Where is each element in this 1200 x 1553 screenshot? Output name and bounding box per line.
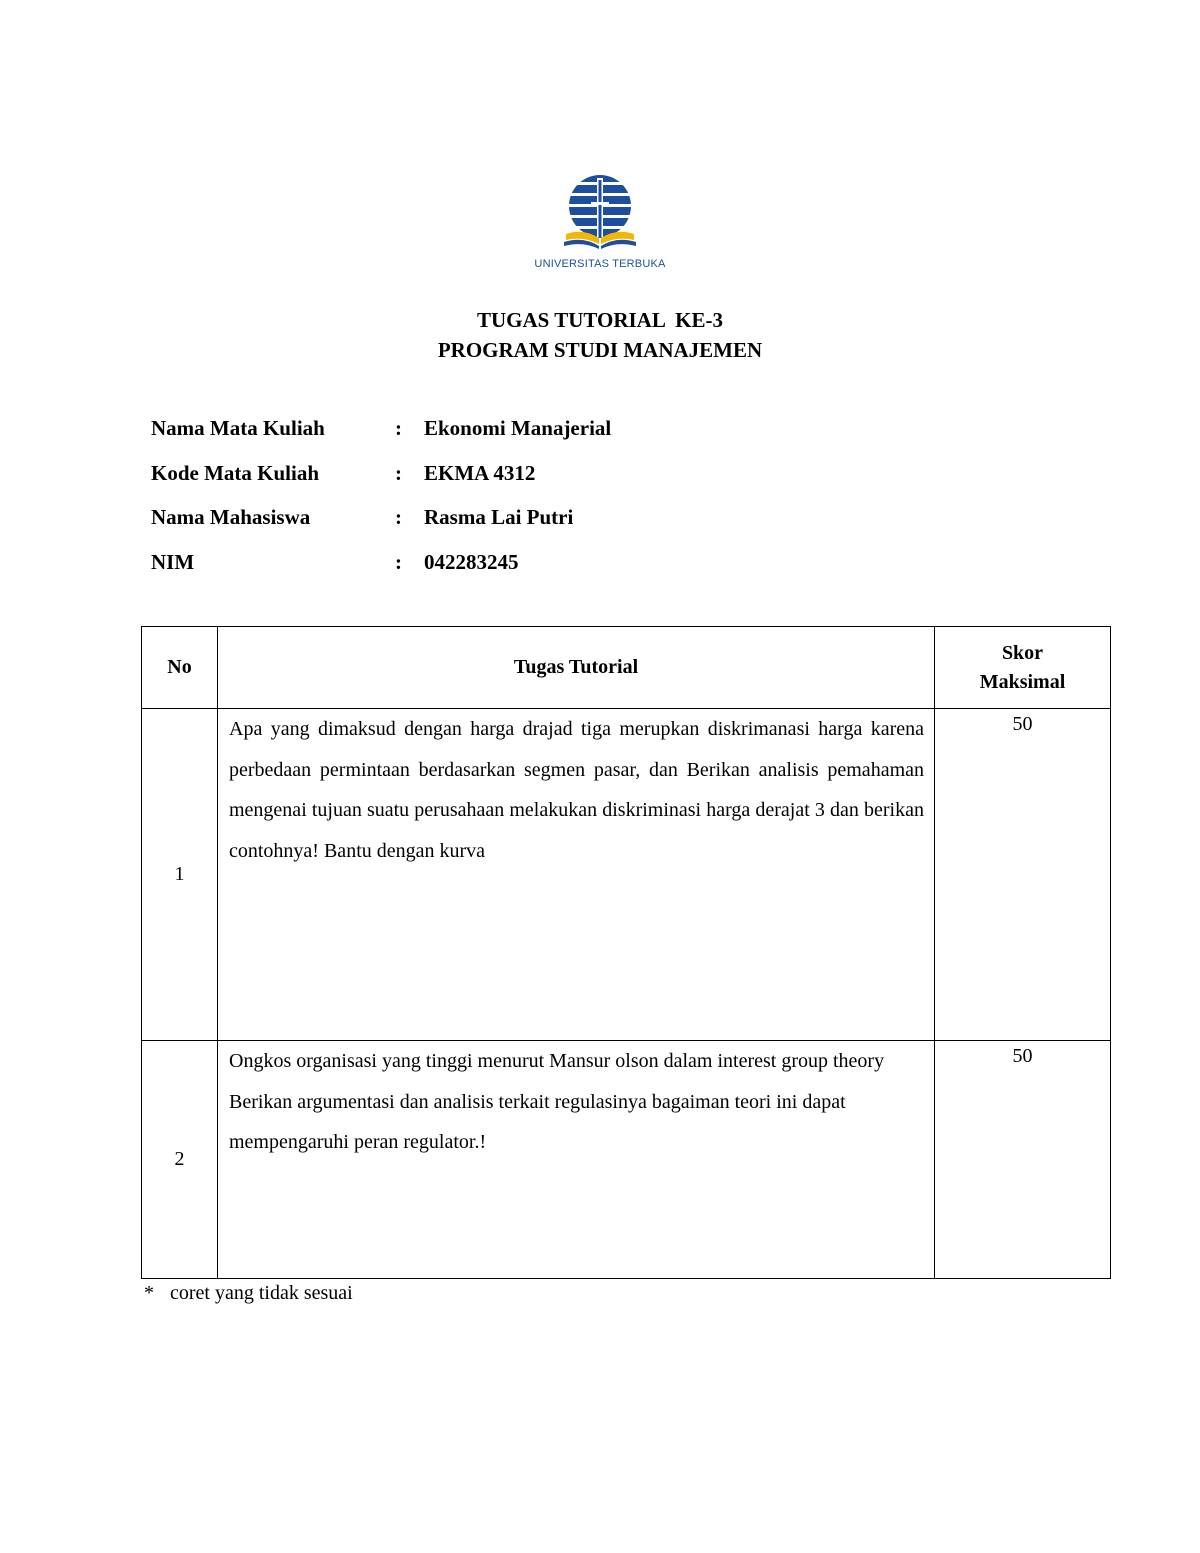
max-score: 50 [935,1041,1111,1279]
university-logo [528,168,672,278]
header-score-line-2: Maksimal [979,670,1066,693]
max-score: 50 [935,709,1111,1041]
info-value: EKMA 4312 [424,460,536,485]
table-row [142,1041,1111,1279]
info-value: Ekonomi Manajerial [424,416,612,440]
row-number: 2 [142,1041,218,1279]
footnote-asterisk: * [144,1282,154,1304]
info-label: NIM [151,549,195,574]
info-value: Rasma Lai Putri [424,505,574,530]
task-text: Apa yang dimaksud dengan harga drajad tiga merupkan diskrimanasi harga karena perbedaan permintaan berdasarkan segmen pasar, dan Berikan analisis pemahaman mengenai tujuan suatu perusahaan melakukan diskriminasi harga derajat 3 dan berikan contohnya! Bantu dengan kurva [218,709,935,1041]
info-colon: : [395,505,402,530]
info-colon: : [395,549,402,574]
universitas-terbuka-logo-icon [528,168,672,258]
course-info [151,416,951,594]
info-label: Kode Mata Kuliah [151,460,320,485]
info-colon: : [395,460,402,485]
header-task: Tugas Tutorial [218,627,935,709]
tasks-table [141,626,1111,1279]
table-header-row [142,627,1111,709]
info-row-student-name [151,505,951,550]
title-line-2: PROGRAM STUDI MANAJEMEN [437,338,763,362]
header-no: No [142,627,218,709]
logo-text: UNIVERSITAS TERBUKA [534,258,666,270]
info-value: 042283245 [424,549,519,574]
info-row-course-code [151,461,951,506]
info-label: Nama Mata Kuliah [151,416,325,440]
row-number: 1 [142,709,218,1041]
header-score-line-1: Skor [1001,641,1044,664]
footnote [144,1282,353,1305]
info-row-nim [151,550,951,595]
info-colon: : [395,416,402,440]
title-line-1: TUGAS TUTORIAL KE-3 [476,308,724,332]
document-title [0,305,1200,365]
task-text: Ongkos organisasi yang tinggi menurut Mansur olson dalam interest group theory Berikan argumentasi dan analisis terkait regulasinya bagaiman teori ini dapat mempengaruhi peran regulator.! [218,1041,935,1279]
table-row [142,709,1111,1041]
info-label: Nama Mahasiswa [151,505,311,530]
info-row-course-name [151,416,951,461]
header-score [935,627,1111,709]
footnote-text: coret yang tidak sesuai [170,1282,353,1304]
